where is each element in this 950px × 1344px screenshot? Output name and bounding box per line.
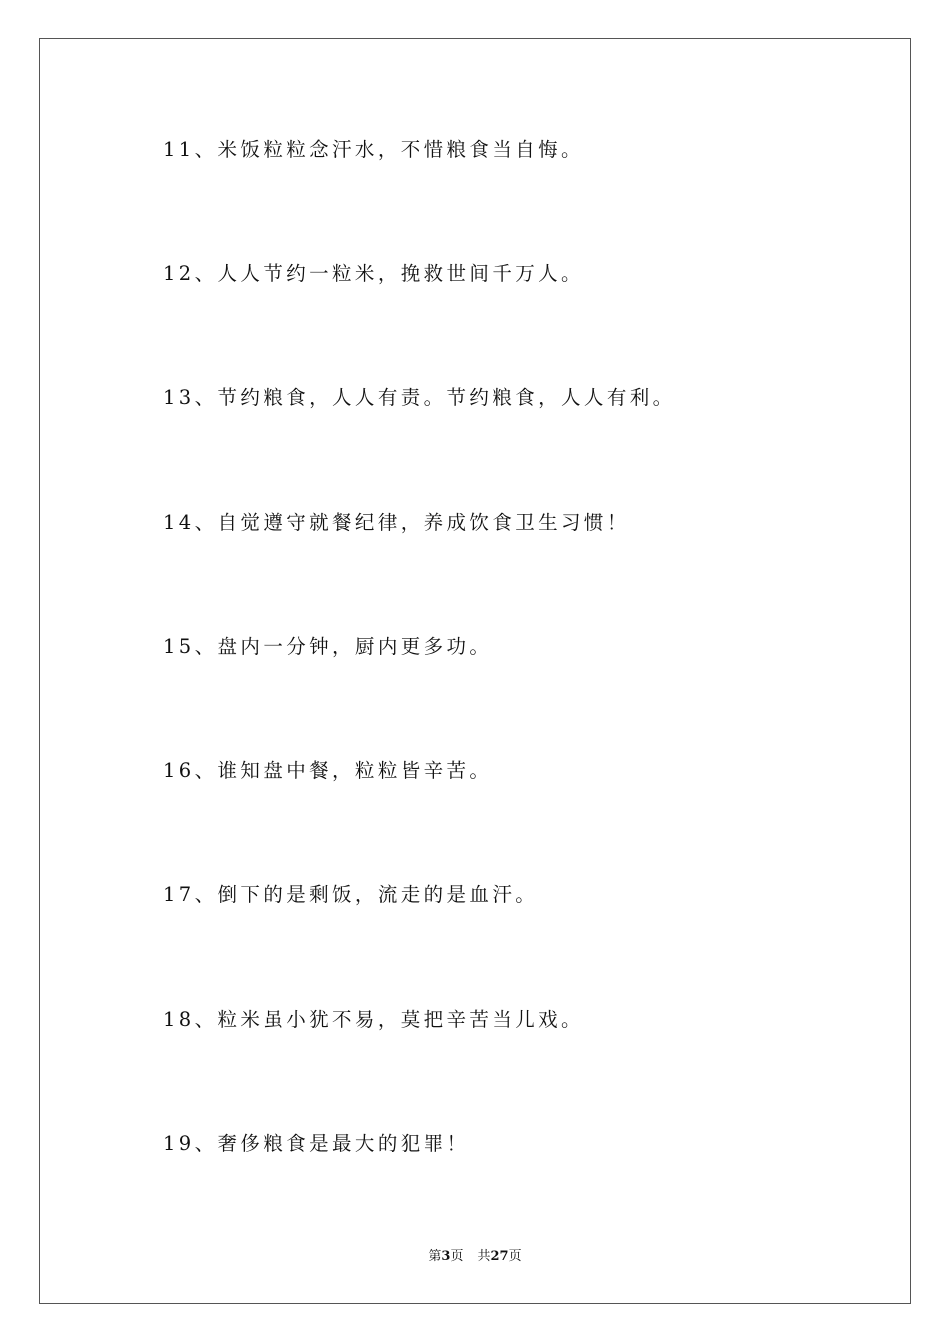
- slogan-line-15: 15、盘内一分钟，厨内更多功。: [163, 635, 493, 658]
- page-number: 3: [441, 1249, 451, 1264]
- total-suffix: 页: [508, 1249, 522, 1264]
- slogan-line-14: 14、自觉遵守就餐纪律，养成饮食卫生习惯！: [163, 511, 630, 534]
- total-pages: 27: [490, 1249, 509, 1264]
- slogan-line-18: 18、粒米虽小犹不易，莫把辛苦当儿戏。: [163, 1008, 584, 1031]
- total-prefix: 共: [477, 1249, 491, 1264]
- slogan-line-12: 12、人人节约一粒米，挽救世间千万人。: [163, 262, 584, 285]
- slogan-line-19: 19、奢侈粮食是最大的犯罪！: [163, 1132, 470, 1155]
- page-prefix: 第: [428, 1249, 442, 1264]
- page-frame: [39, 38, 911, 1304]
- slogan-line-17: 17、倒下的是剩饭，流走的是血汗。: [163, 883, 539, 906]
- page-suffix: 页: [450, 1249, 464, 1264]
- slogan-line-11: 11、米饭粒粒念汗水，不惜粮食当自悔。: [163, 138, 584, 161]
- slogan-line-16: 16、谁知盘中餐，粒粒皆辛苦。: [163, 759, 493, 782]
- slogan-line-13: 13、节约粮食，人人有责。节约粮食，人人有利。: [163, 386, 676, 409]
- page-footer: [0, 1248, 950, 1266]
